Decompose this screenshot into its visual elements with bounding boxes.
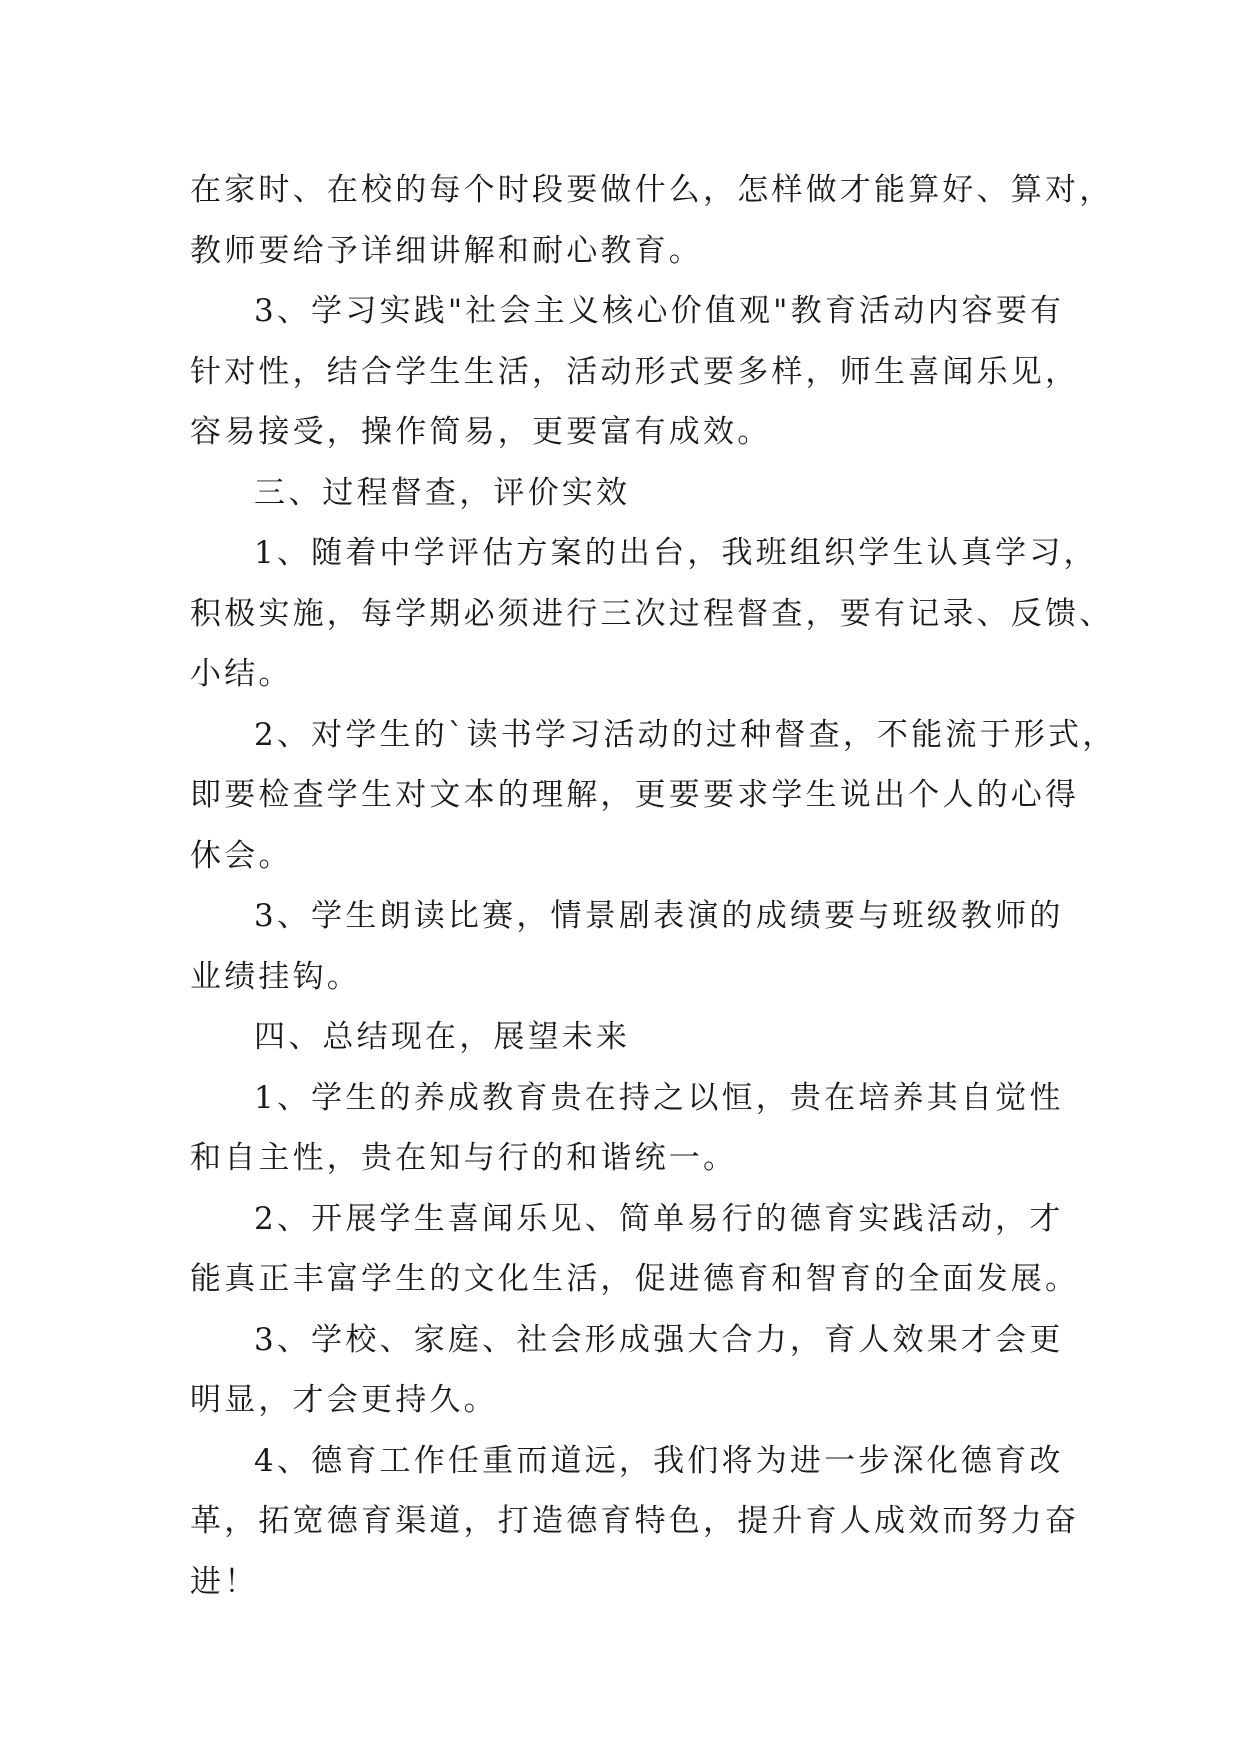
text-line: 三、过程督查，评价实效: [254, 474, 631, 511]
text-line: 革，拓宽德育渠道，打造德育特色，提升育人成效而努力奋: [190, 1503, 1080, 1539]
text-line: 休会。: [190, 837, 293, 874]
text-line: 2、对学生的`读书学习活动的过种督查，不能流于形式，: [254, 716, 1117, 753]
text-line: 小结。: [190, 656, 293, 692]
text-line: 2、开展学生喜闻乐见、简单易行的德育实践活动，才: [254, 1200, 1064, 1237]
text-line: 明显，才会更持久。: [190, 1382, 498, 1418]
text-line: 和自主性，贵在知与行的和谐统一。: [190, 1140, 738, 1176]
text-line: 四、总结现在，展望未来: [254, 1019, 631, 1055]
text-line: 1、随着中学评估方案的出台，我班组织学生认真学习，: [254, 535, 1098, 571]
text-line: 3、学生朗读比赛，情景剧表演的成绩要与班级教师的: [254, 898, 1064, 934]
text-line: 业绩挂钩。: [190, 958, 361, 995]
document-body: [190, 160, 1117, 1612]
text-line: 即要检查学生对文本的理解，更要要求学生说出个人的心得: [190, 777, 1080, 813]
text-line: 容易接受，操作简易，更要富有成效。: [190, 414, 772, 450]
text-line: 针对性，结合学生生活，活动形式要多样，师生喜闻乐见，: [190, 353, 1080, 390]
text-line: 4、德育工作任重而道远，我们将为进一步深化德育改: [254, 1442, 1064, 1479]
text-line: 教师要给予详细讲解和耐心教育。: [190, 232, 703, 269]
text-line: 1、学生的养成教育贵在持之以恒，贵在培养其自觉性: [254, 1079, 1064, 1116]
text-line: 3、学习实践"社会主义核心价值观"教育活动内容要有: [254, 293, 1065, 329]
text-line: 进！: [190, 1563, 259, 1600]
text-line: 3、学校、家庭、社会形成强大合力，育人效果才会更: [254, 1321, 1064, 1358]
text-line: 积极实施，每学期必须进行三次过程督查，要有记录、反馈、: [190, 595, 1114, 632]
text-line: 在家时、在校的每个时段要做什么，怎样做才能算好、算对，: [190, 172, 1114, 208]
text-line: 能真正丰富学生的文化生活，促进德育和智育的全面发展。: [190, 1261, 1080, 1297]
